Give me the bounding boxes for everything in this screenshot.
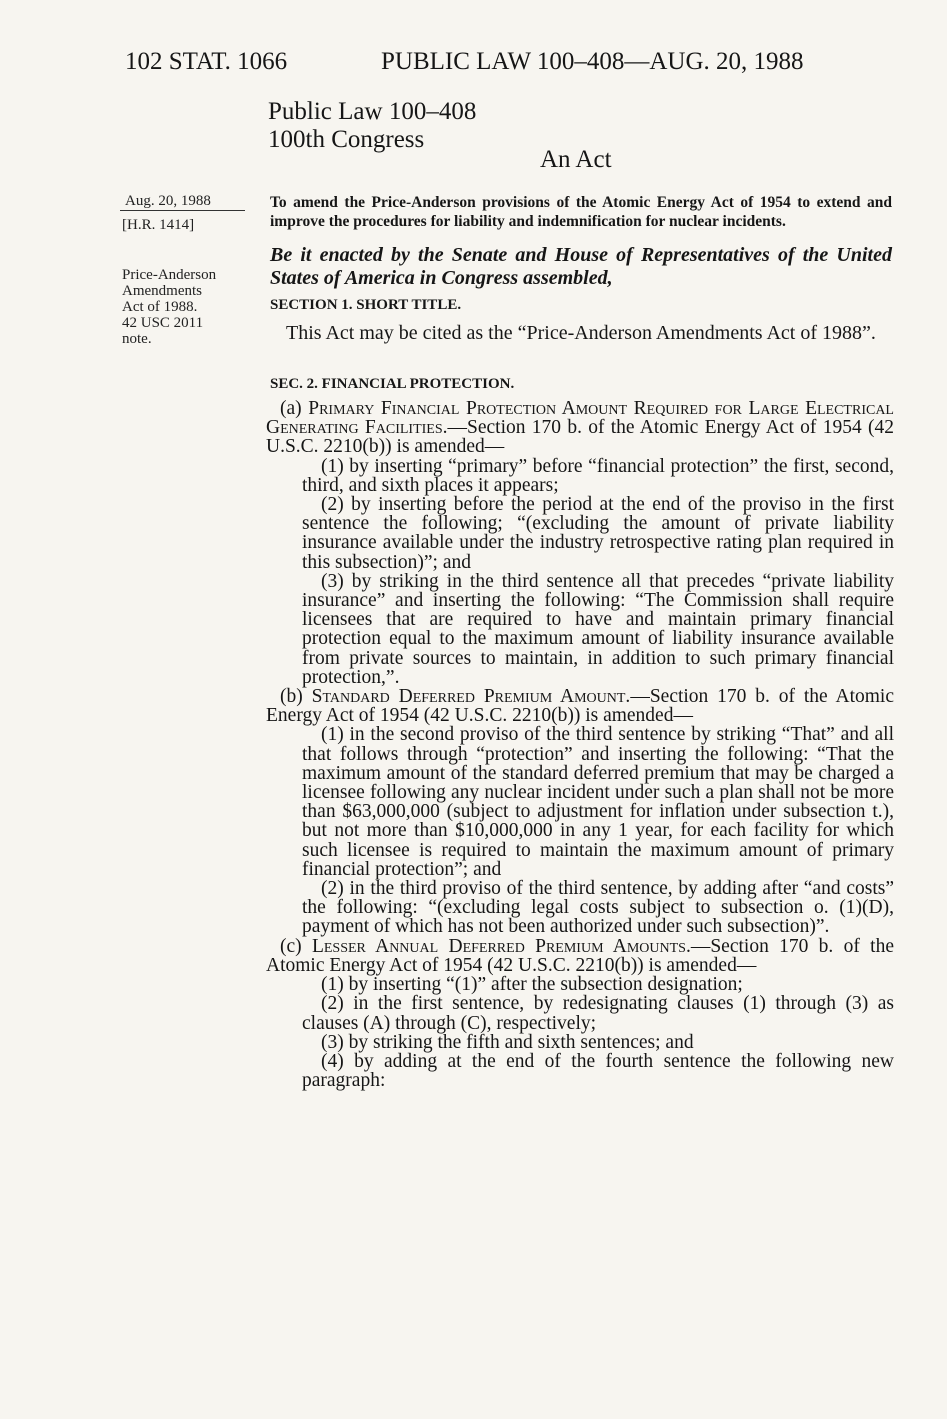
subsection-heading: Lesser Annual Deferred Premium Amounts. <box>311 935 691 957</box>
subsection-b <box>266 687 894 725</box>
law-title-block <box>268 98 476 154</box>
paragraph: (2) in the first sentence, by redesignating clauses (1) through (3) as clauses (A) through (C), respectively; <box>302 993 894 1034</box>
margin-note-line: note. <box>122 331 152 347</box>
paragraph: (3) by striking the fifth and sixth sentences; and <box>321 1031 694 1053</box>
running-header: PUBLIC LAW 100–408—AUG. 20, 1988 <box>381 48 804 75</box>
section-2-body <box>266 399 894 1090</box>
margin-divider <box>120 210 245 211</box>
section-2-heading: SEC. 2. FINANCIAL PROTECTION. <box>270 376 515 392</box>
subsection-heading: Standard Deferred Premium Amount. <box>311 686 631 708</box>
margin-date: Aug. 20, 1988 <box>125 193 211 209</box>
margin-note-line: 42 USC 2011 <box>122 315 204 331</box>
paragraph: (1) by inserting “(1)” after the subsection designation; <box>321 974 743 996</box>
subsection-text: —Section 170 b. of the Atomic Energy Act of 1954 (42 U.S.C. 2210(b)) is amended— <box>266 686 894 727</box>
subsection-label: (b) <box>280 686 312 708</box>
subsection-a <box>266 399 894 457</box>
margin-note-line: Amendments <box>122 283 202 299</box>
paragraph: (1) by inserting “primary” before “financial protection” the first, second, third, and sixth places it appears; <box>302 455 894 496</box>
subsection-c <box>266 937 894 975</box>
page-stat-number: 102 STAT. 1066 <box>125 48 288 75</box>
public-law-number: Public Law 100–408 <box>268 98 477 125</box>
paragraph: (2) in the third proviso of the third sentence, by adding after “and costs” the following: “(excluding legal costs subject to subsection o. (1)(D), payment of which has not been authorized under such subsection)”. <box>302 878 894 938</box>
enacting-clause: Be it enacted by the Senate and House of Representatives of the United States of America in Congress assembled, <box>270 244 892 289</box>
paragraph: (4) by adding at the end of the fourth sentence the following new paragraph: <box>302 1050 894 1092</box>
subsection-text: —Section 170 b. of the Atomic Energy Act of 1954 (42 U.S.C. 2210(b)) is amended— <box>266 935 894 976</box>
section-1-body: This Act may be cited as the “Price-Anderson Amendments Act of 1988”. <box>286 322 876 344</box>
section-1-heading: SECTION 1. SHORT TITLE. <box>270 297 462 313</box>
margin-bill-number: [H.R. 1414] <box>122 217 195 233</box>
subsection-label: (a) <box>280 398 309 419</box>
section-1-text <box>270 322 892 344</box>
paragraph: (2) by inserting before the period at the end of the proviso in the first sentence the following; “(excluding the amount of private liability insurance available under the industry retrospective rating plan required in this subsection)”; and <box>302 494 894 573</box>
act-purpose: To amend the Price-Anderson provisions of the Atomic Energy Act of 1954 to extend and improve the procedures for liability and indemnification for nuclear incidents. <box>270 194 892 230</box>
paragraph: (1) in the second proviso of the third sentence by striking “That” and all that follows through “protection” and inserting the following: “That the maximum amount of the standard deferred premium that may be charged a licensee following any nuclear incident under such a plan shall not be more than $63,000,000 (subject to adjustment for inflation under subsection t.), but not more than $10,000,000 in any 1 year, for each facility for which such licensee is required to maintain the maximum amount of primary financial protection”; and <box>302 724 894 880</box>
subsection-text: —Section 170 b. of the Atomic Energy Act of 1954 (42 U.S.C. 2210(b)) is amended— <box>266 417 894 458</box>
subsection-heading: Primary Financial Protection Amount Required for Large Electrical Generating Facilities. <box>266 398 894 439</box>
paragraph: (3) by striking in the third sentence all that precedes “private liability insurance” and inserting the following: “The Commission shall require licensees that are required to have and maintain primary financial protection equal to the maximum amount of liability insurance available from private sources to maintain, in addition to such primary financial protection,”. <box>302 570 894 688</box>
subsection-label: (c) <box>280 935 312 957</box>
margin-note-line: Act of 1988. <box>122 299 198 315</box>
margin-note-line: Price-Anderson <box>122 267 217 283</box>
an-act-heading: An Act <box>540 146 612 173</box>
congress-number: 100th Congress <box>268 126 425 153</box>
margin-notes <box>122 267 262 347</box>
